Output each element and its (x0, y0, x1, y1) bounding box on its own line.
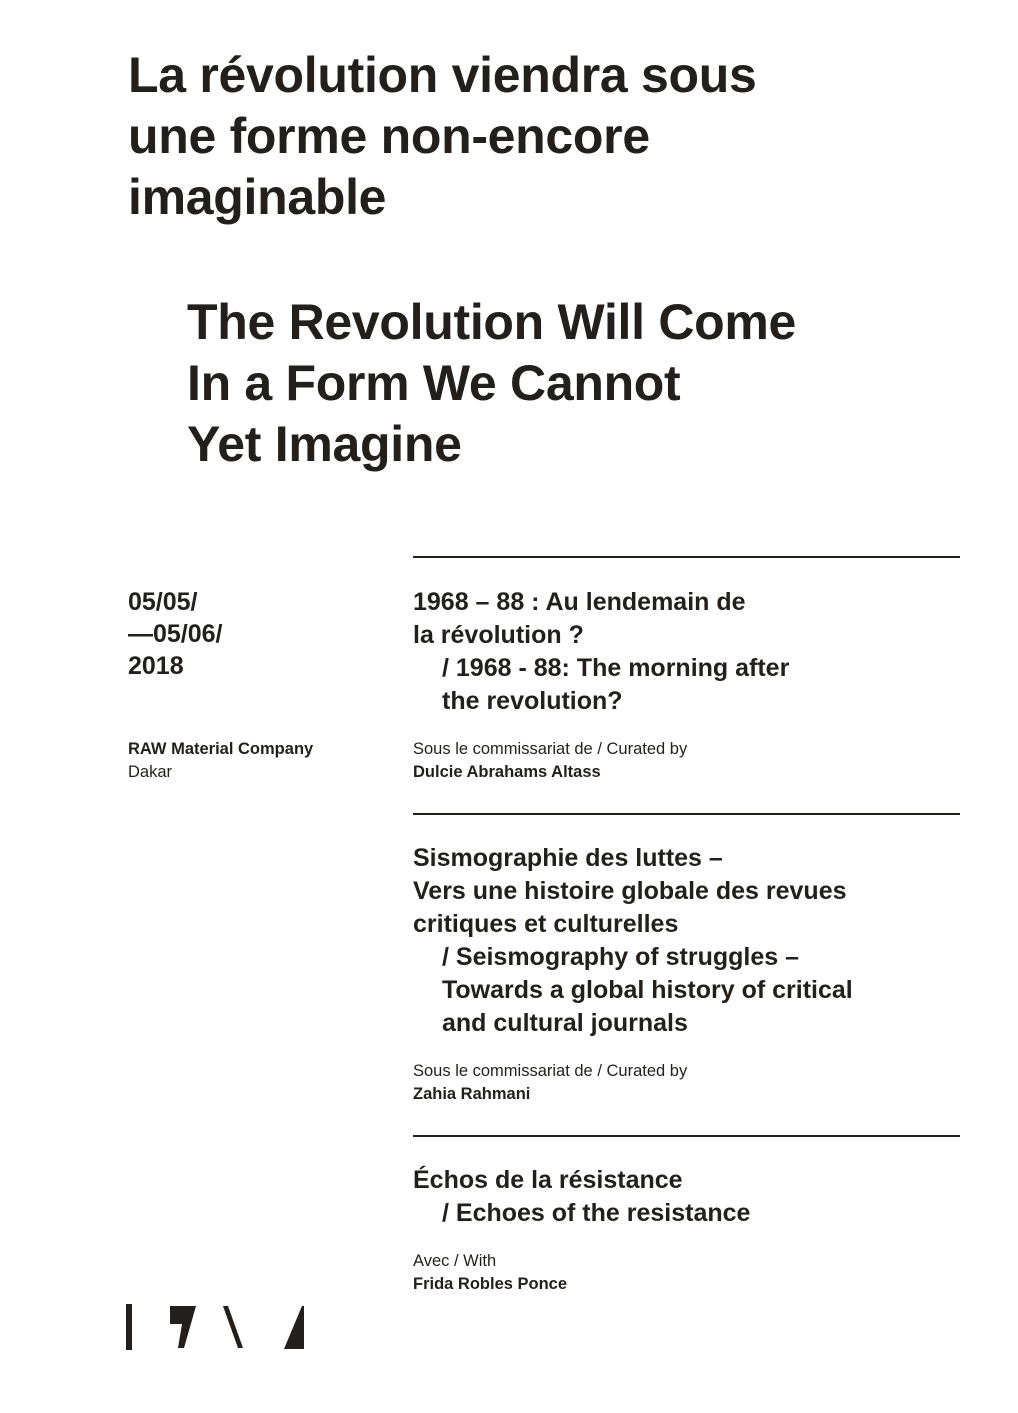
logo-hook-glyph (170, 1306, 196, 1348)
section-title-en-line: / Seismography of struggles – (442, 943, 800, 971)
artist-label: Avec / With (413, 1252, 497, 1270)
section-title-en-line: / Echoes of the resistance (442, 1199, 751, 1227)
logo-bar-glyph (126, 1304, 132, 1350)
section-seismography (413, 842, 960, 1106)
logo-slash-glyph (223, 1306, 243, 1348)
section-title-fr-line: critiques et culturelles (413, 910, 679, 938)
title-english (187, 292, 947, 475)
section-echoes (413, 1164, 960, 1296)
section-title-en-line: the revolution? (442, 687, 623, 715)
section-title-fr-line: la révolution ? (413, 621, 584, 649)
exhibition-dates (128, 586, 223, 682)
curator-label: Sous le commissariat de / Curated by (413, 740, 688, 758)
title-french (128, 45, 928, 228)
date-line: 2018 (128, 652, 184, 680)
section-title-fr-line: 1968 – 88 : Au lendemain de (413, 588, 746, 616)
title-french-line: imaginable (128, 169, 387, 225)
date-line: 05/05/ (128, 588, 198, 616)
section-divider (413, 1135, 960, 1137)
venue (128, 738, 313, 784)
curator-label: Sous le commissariat de / Curated by (413, 1062, 688, 1080)
curator-name: Zahia Rahmani (413, 1085, 531, 1103)
title-french-line: La révolution viendra sous (128, 47, 757, 103)
curator-name: Dulcie Abrahams Altass (413, 763, 601, 781)
section-title-en-line: and cultural journals (442, 1009, 688, 1037)
title-english-line: Yet Imagine (187, 416, 462, 472)
section-title-en-line: Towards a global history of critical (442, 976, 853, 1004)
venue-name: RAW Material Company (128, 740, 314, 758)
title-french-line: une forme non-encore (128, 108, 650, 164)
title-english-line: The Revolution Will Come (187, 294, 797, 350)
section-title-fr-line: Sismographie des luttes – (413, 844, 723, 872)
venue-city: Dakar (128, 763, 173, 781)
section-divider (413, 556, 960, 558)
section-title (413, 1164, 960, 1230)
logo-wedge-glyph (284, 1306, 304, 1349)
artist-name: Frida Robles Ponce (413, 1275, 568, 1293)
date-line: —05/06/ (128, 620, 223, 648)
section-title-fr-line: Vers une histoire globale des revues (413, 877, 847, 905)
section-title (413, 586, 960, 718)
institution-logo-icon (126, 1302, 306, 1352)
section-divider (413, 813, 960, 815)
section-title (413, 842, 960, 1040)
section-1968-88 (413, 586, 960, 784)
section-title-en-line: / 1968 - 88: The morning after (442, 654, 790, 682)
section-title-fr-line: Échos de la résistance (413, 1166, 683, 1194)
title-english-line: In a Form We Cannot (187, 355, 681, 411)
